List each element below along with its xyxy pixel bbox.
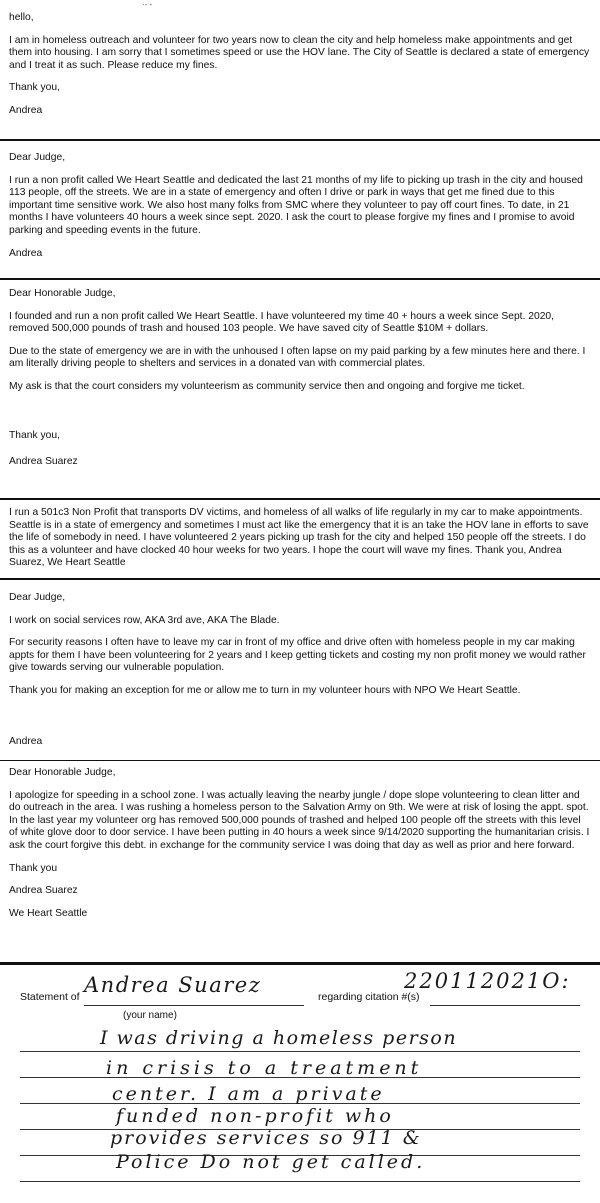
letter-1-body: I am in homeless outreach and volunteer for two years now to clean the city and help homeless make appointments and get them into housing. I am sorry that I sometimes speed or use the HOV lane. The City of Seattle is declared a state of emergency and I treat it as such. Please reduce my fines. (9, 34, 590, 71)
separator-line (0, 760, 600, 761)
letter-2-signature: Andrea (9, 247, 43, 259)
separator-line (0, 278, 600, 280)
letter-6-signature: Andrea Suarez (9, 885, 78, 897)
letter-1 (0, 12, 600, 128)
letter-2-body: I run a non profit called We Heart Seattle and dedicated the last 21 months of my life to picking up trash in the city and housed 113 people, off the streets. We are in a state of emergency and often I drive or park in ways that get me fined due to this important time sensitive work. We also host many folks from SMC where they volunteer to pay off court fines. To date, in 21 months I have volunteers 40 hours a week since sept. 2020. I ask the court to please forgive my fines and I promise to avoid parking and speeding events in the future. (9, 174, 583, 236)
handwritten-line-6: Police Do not get called. (116, 1151, 426, 1173)
letter-5-body-3: Thank you for making an exception for me or allow me to turn in my volunteer hours with NPO We Heart Seattle. (9, 684, 521, 696)
handwritten-name: Andrea Suarez (84, 973, 262, 997)
statement-of-label: Statement of (20, 991, 80, 1003)
statement-line (20, 1051, 580, 1052)
letter-4-body: I run a 501c3 Non Profit that transports DV victims, and homeless of all walks of life regularly in my car to make appointments. Seattle is in a state of emergency and sometimes I must act like the emergency that it is an take the HOV lane in efforts to save the life of somebody in need. I have volunteered 2 years picking up trash for the city and helped 150 people off the streets. I do this as a volunteer and have clocked 40 hour weeks for two years. I hope the court will wave my fines. Thank you, Andrea Suarez, We Heart Seattle (9, 507, 589, 569)
scan-mark: ·‐ ‐ (142, 0, 153, 9)
letter-5 (0, 592, 600, 758)
letter-6-organization: We Heart Seattle (9, 907, 88, 919)
statement-line (20, 1181, 580, 1182)
letter-3-body-2: Due to the state of emergency we are in with the unhoused I often lapse on my paid parking by a few minutes here and there. I am literally driving people to shelters and services in a donated van with commercial plates. (9, 345, 586, 370)
letter-6-closing: Thank you (9, 862, 58, 874)
separator-line (0, 578, 600, 580)
letter-6-body: I apologize for speeding in a school zone. I was actually leaving the nearby jungle / dope slope volunteering to clean litter and do outreach in the area. I was rushing a homeless person to the Salvation Army on 9th. We were at risk of losing the appt. spot. In the last year my volunteer org has removed 500,000 pounds of trashed and helped 100 people off the streets with this level of white glove door to door service. I have been putting in 40 hours a week since 9/14/2020 supporting the humanitarian crisis. I ask the court forgive this debt. in exchange for the community service I was doing that day as well as prior and here forward. (9, 789, 590, 851)
letter-3-closing: Thank you, (9, 429, 60, 441)
letter-5-body-1: I work on social services row, AKA 3rd ave, AKA The Blade. (9, 614, 280, 626)
handwritten-line-5: provides services so 911 & (110, 1127, 422, 1149)
letter-3 (0, 288, 600, 479)
handwritten-line-4: funded non-profit who (116, 1105, 394, 1127)
name-field-line (84, 1005, 304, 1006)
letter-5-greeting: Dear Judge, (9, 592, 66, 603)
letter-3-signature: Andrea Suarez (9, 456, 78, 468)
separator-line (0, 139, 600, 141)
letter-4 (0, 507, 600, 580)
letter-1-closing: Thank you, (9, 82, 60, 94)
letter-6 (0, 767, 600, 930)
letter-2-greeting: Dear Judge, (9, 152, 66, 163)
letter-5-body-2: For security reasons I often have to leave my car in front of my office and drive often with homeless people in my car making appts for them I have been volunteering for 2 years and I keep getting tickets and costing my non profit money we would rather give towards serving our vulnerable population. (9, 637, 586, 674)
handwritten-line-2: in crisis to a treatment (106, 1057, 423, 1079)
handwritten-line-1: I was driving a homeless person (100, 1027, 458, 1049)
citation-field-line (430, 1005, 580, 1006)
letter-5-signature: Andrea (9, 735, 43, 747)
letter-2 (0, 152, 600, 270)
handwritten-citation-number: 220112021O: (404, 969, 571, 993)
letter-1-signature: Andrea (9, 104, 43, 116)
handwritten-line-3: center. I am a private (112, 1083, 385, 1105)
letter-3-greeting: Dear Honorable Judge, (9, 288, 116, 299)
your-name-label: (your name) (123, 1010, 177, 1021)
letter-6-greeting: Dear Honorable Judge, (9, 767, 116, 778)
letter-1-greeting: hello, (9, 12, 34, 23)
letter-3-body-3: My ask is that the court considers my volunteerism as community service then and ongoing and forgive me ticket. (9, 380, 525, 392)
letter-3-body-1: I founded and run a non profit called We Heart Seattle. I have volunteered my time 40 + hours a week since Sept. 2020, removed 500,000 pounds of trash and housed 103 people. We have saved city of Seattle $10M + dollars. (9, 310, 555, 335)
statement-form (0, 962, 600, 1203)
citation-label: regarding citation #(s) (318, 991, 420, 1003)
separator-line (0, 498, 600, 500)
